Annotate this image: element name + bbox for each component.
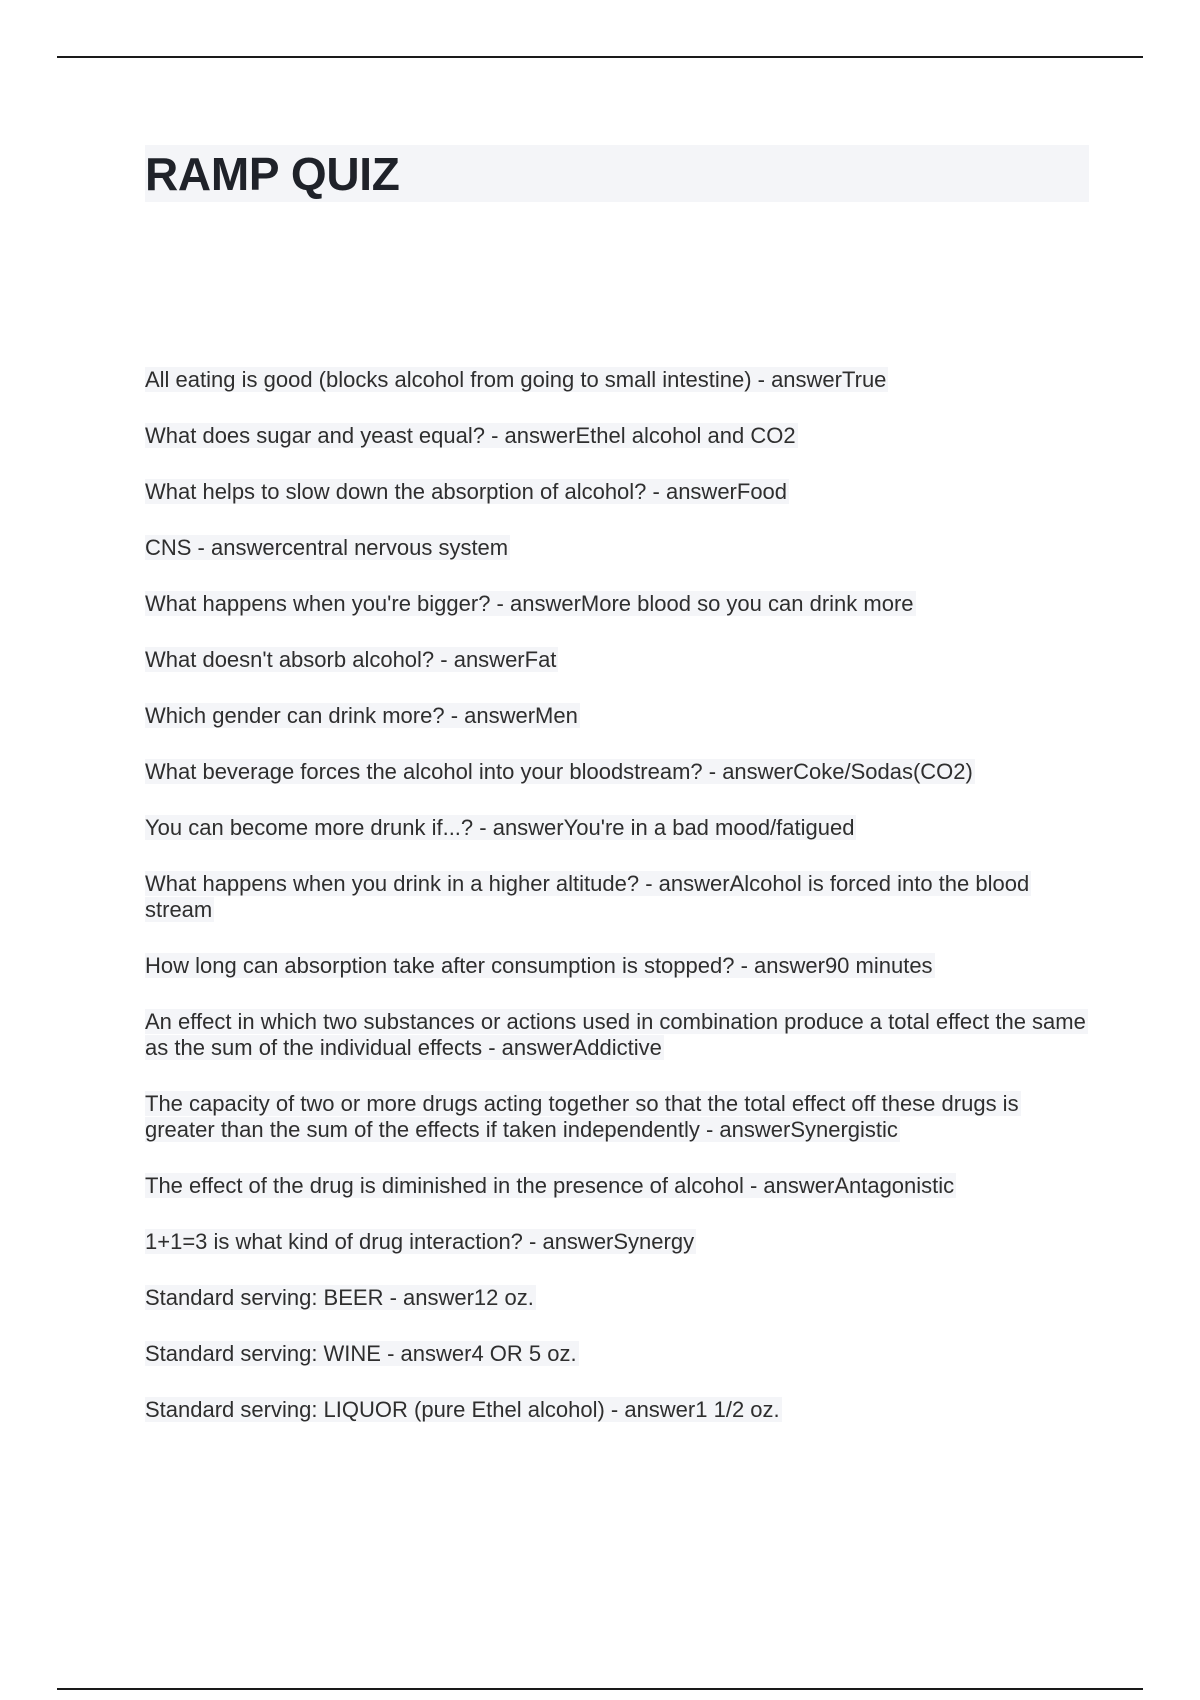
qa-text: Which gender can drink more? - answerMen xyxy=(145,703,578,728)
qa-item xyxy=(145,1091,1089,1143)
qa-text: Standard serving: LIQUOR (pure Ethel alcohol) - answer1 1/2 oz. xyxy=(145,1397,780,1422)
qa-list xyxy=(145,367,1089,1453)
qa-text: What doesn't absorb alcohol? - answerFat xyxy=(145,647,557,672)
bottom-rule xyxy=(57,1688,1143,1690)
qa-text: The effect of the drug is diminished in the presence of alcohol - answerAntagonistic xyxy=(145,1173,955,1198)
qa-text: You can become more drunk if...? - answerYou're in a bad mood/fatigued xyxy=(145,815,855,840)
qa-item xyxy=(145,1341,1089,1367)
top-rule xyxy=(57,56,1143,58)
qa-item xyxy=(145,479,1089,505)
qa-item xyxy=(145,953,1089,979)
qa-text: All eating is good (blocks alcohol from going to small intestine) - answerTrue xyxy=(145,367,887,392)
qa-text: What does sugar and yeast equal? - answerEthel alcohol and CO2 xyxy=(145,423,796,448)
qa-item xyxy=(145,871,1089,923)
qa-text: What beverage forces the alcohol into your bloodstream? - answerCoke/Sodas(CO2) xyxy=(145,759,973,784)
qa-text: The capacity of two or more drugs acting together so that the total effect off these drugs is greater than the sum of the effects if taken independently - answerSynergistic xyxy=(145,1091,1019,1142)
qa-item xyxy=(145,423,1089,449)
qa-item xyxy=(145,1173,1089,1199)
qa-item xyxy=(145,591,1089,617)
qa-item xyxy=(145,703,1089,729)
qa-text: Standard serving: BEER - answer12 oz. xyxy=(145,1285,534,1310)
qa-item xyxy=(145,1229,1089,1255)
qa-text: Standard serving: WINE - answer4 OR 5 oz. xyxy=(145,1341,577,1366)
qa-text: An effect in which two substances or actions used in combination produce a total effect the same as the sum of the individual effects - answerAddictive xyxy=(145,1009,1086,1060)
qa-text: What happens when you're bigger? - answerMore blood so you can drink more xyxy=(145,591,914,616)
qa-item xyxy=(145,647,1089,673)
qa-item xyxy=(145,1397,1089,1423)
qa-text: How long can absorption take after consumption is stopped? - answer90 minutes xyxy=(145,953,933,978)
qa-text: What happens when you drink in a higher altitude? - answerAlcohol is forced into the blood stream xyxy=(145,871,1030,922)
qa-text: CNS - answercentral nervous system xyxy=(145,535,509,560)
qa-item xyxy=(145,1285,1089,1311)
qa-text: What helps to slow down the absorption of alcohol? - answerFood xyxy=(145,479,788,504)
qa-item xyxy=(145,535,1089,561)
qa-item xyxy=(145,367,1089,393)
page-title: RAMP QUIZ xyxy=(145,148,400,200)
qa-item xyxy=(145,1009,1089,1061)
qa-item xyxy=(145,815,1089,841)
qa-item xyxy=(145,759,1089,785)
qa-text: 1+1=3 is what kind of drug interaction? - answerSynergy xyxy=(145,1229,695,1254)
